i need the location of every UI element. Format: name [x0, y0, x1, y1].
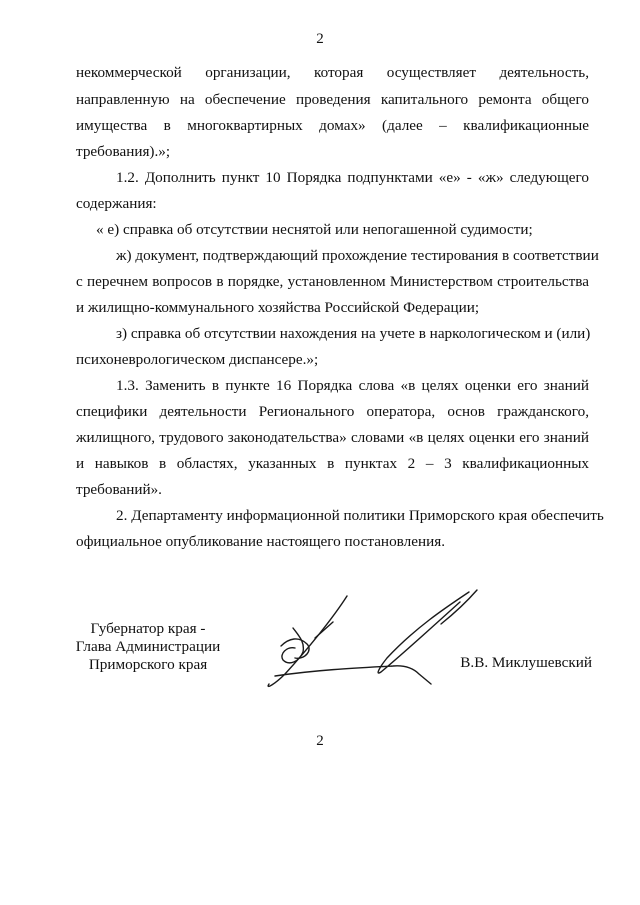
signatory-title [68, 620, 228, 674]
signature-stroke [268, 596, 347, 686]
text-line: требований». [76, 481, 162, 498]
text-line: 2. Департаменту информационной политики Приморского края обеспечить [116, 507, 604, 524]
text-line: з) справка об отсутствии нахождения на учете в наркологическом и (или) [116, 325, 591, 342]
signature-stroke [275, 666, 431, 684]
signatory-title-line: Приморского края [88, 656, 208, 673]
text-line: 1.3. Заменить в пункте 16 Порядка слова «в целях оценки его знаний [116, 377, 589, 394]
signatory-title-line: Губернатор края - [90, 620, 206, 637]
signature-stroke [378, 592, 469, 673]
text-line: содержания: [76, 195, 157, 212]
signatory-title-line: Глава Администрации [75, 638, 221, 655]
text-line: официальное опубликование настоящего постановления. [76, 533, 445, 550]
document-page-number-bottom: 2 [316, 733, 324, 749]
handwritten-signature [255, 588, 485, 698]
text-line: « е) справка об отсутствии неснятой или непогашенной судимости; [96, 221, 533, 238]
text-line: направленную на обеспечение проведения капитального ремонта общего [76, 91, 589, 108]
text-line: специфики деятельности Регионального оператора, основ гражданского, [76, 403, 589, 420]
text-line: ж) документ, подтверждающий прохождение тестирования в соответствии [116, 247, 599, 264]
signature-stroke [315, 622, 333, 638]
text-line: психоневрологическом диспансере.»; [76, 351, 319, 368]
text-line: требования).»; [76, 143, 171, 160]
text-line: и навыков в областях, указанных в пунктах 2 – 3 квалификационных [76, 455, 589, 472]
text-line: жилищного, трудового законодательства» словами «в целях оценки его знаний [76, 429, 589, 446]
page-number: 2 [316, 31, 324, 47]
text-line: имущества в многоквартирных домах» (далее – квалификационные [76, 117, 589, 134]
text-line: с перечнем вопросов в порядке, установленном Министерством строительства [76, 273, 589, 290]
text-line: и жилищно-коммунального хозяйства Российской Федерации; [76, 299, 480, 316]
signatory-name: В.В. Миклушевский [460, 654, 592, 671]
text-line: 1.2. Дополнить пункт 10 Порядка подпунктами «е» - «ж» следующего [116, 169, 589, 186]
text-line: некоммерческой организации, которая осуществляет деятельность, [76, 64, 589, 81]
